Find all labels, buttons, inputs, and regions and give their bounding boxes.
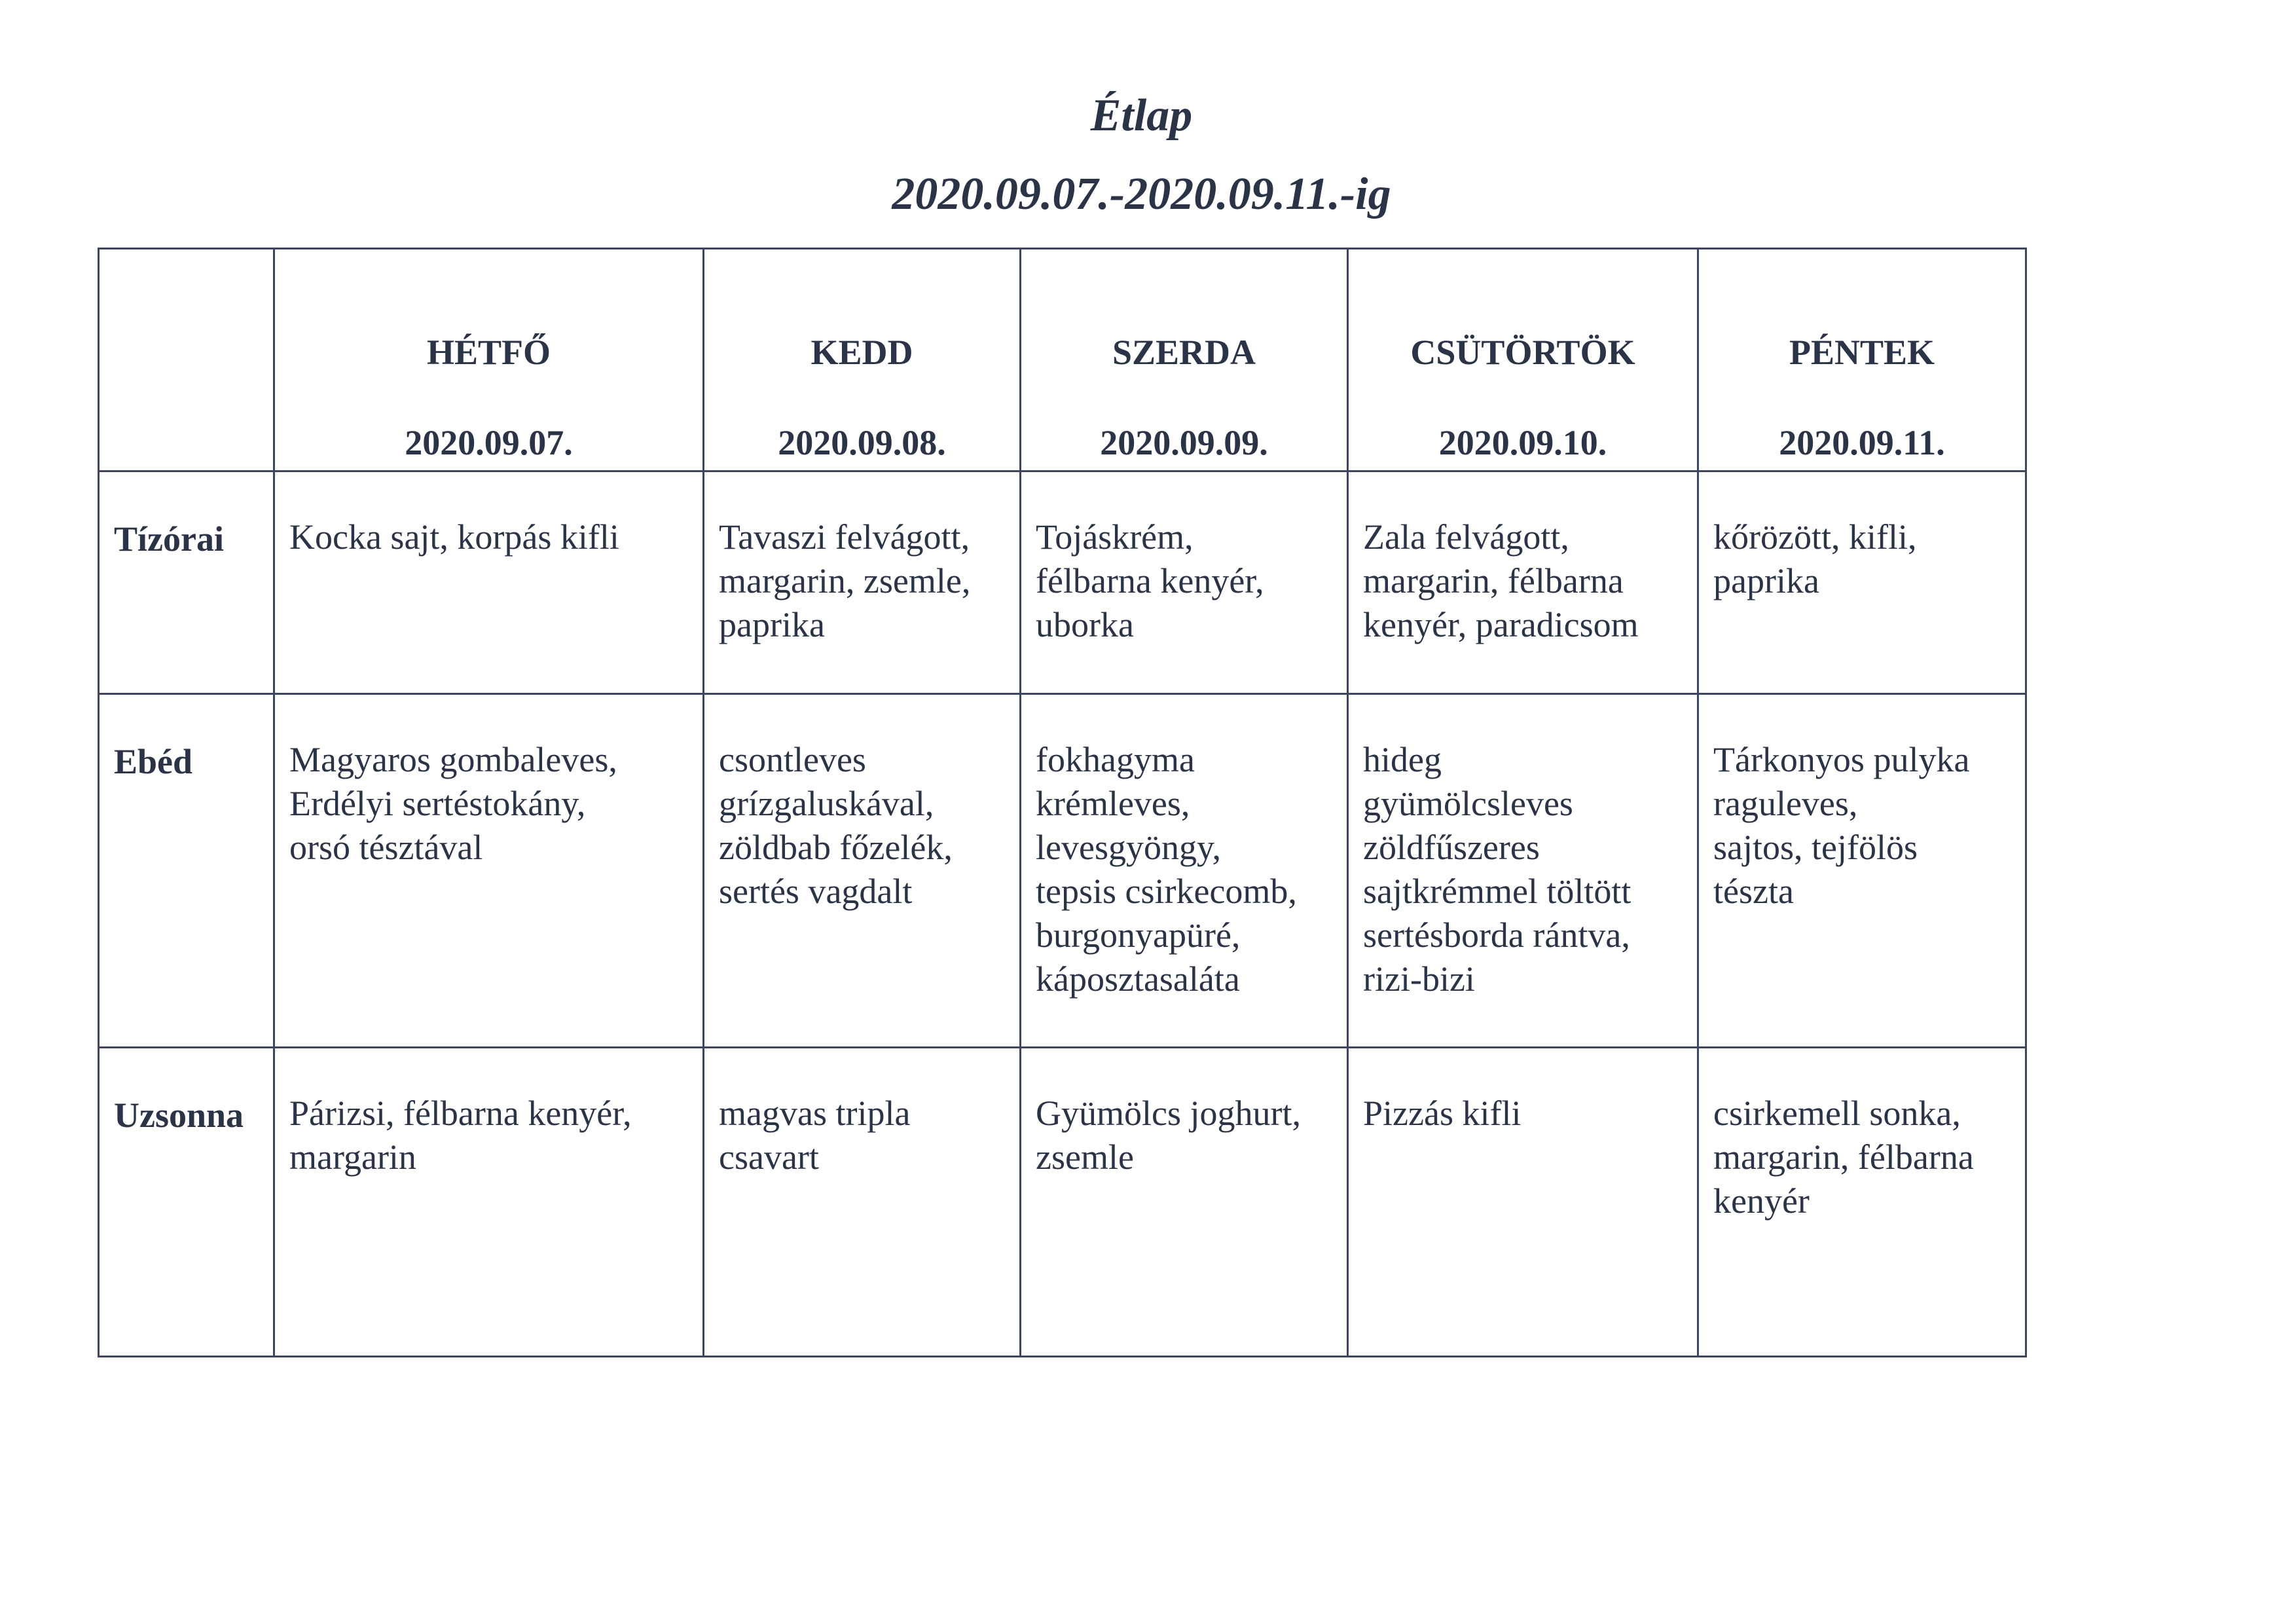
day-date: 2020.09.11. <box>1779 423 1945 462</box>
menu-cell: Pizzás kifli <box>1348 1048 1698 1357</box>
corner-cell <box>99 249 274 471</box>
menu-cell: kőrözött, kifli, paprika <box>1698 471 2026 694</box>
menu-cell: fokhagyma krémleves, levesgyöngy, tepsis csirkecomb, burgonyapüré, káposztasaláta <box>1021 694 1348 1048</box>
day-date: 2020.09.10. <box>1438 423 1607 462</box>
day-name: CSÜTÖRTÖK <box>1410 333 1635 372</box>
date-range-subtitle: 2020.09.07.-2020.09.11.-ig <box>892 169 1391 219</box>
table-header-row <box>99 249 2026 471</box>
table-row-ebed <box>99 694 2026 1048</box>
menu-cell: Tojáskrém, félbarna kenyér, uborka <box>1021 471 1348 694</box>
menu-cell: hideg gyümölcsleves zöldfűszeres sajtkrémmel töltött sertésborda rántva, rizi-bizi <box>1348 694 1698 1048</box>
meal-label: Uzsonna <box>99 1048 274 1357</box>
day-header-tuesday <box>704 249 1021 471</box>
table-row-tizorai <box>99 471 2026 694</box>
menu-cell: Zala felvágott, margarin, félbarna kenyér, paradicsom <box>1348 471 1698 694</box>
menu-cell: csirkemell sonka, margarin, félbarna kenyér <box>1698 1048 2026 1357</box>
menu-cell: Gyümölcs joghurt, zsemle <box>1021 1048 1348 1357</box>
menu-cell: Párizsi, félbarna kenyér, margarin <box>274 1048 704 1357</box>
day-header-monday <box>274 249 704 471</box>
menu-cell: csontleves grízgaluskával, zöldbab főzelék, sertés vagdalt <box>704 694 1021 1048</box>
day-name: PÉNTEK <box>1789 333 1935 372</box>
page-title: Étlap <box>1090 90 1193 141</box>
table-row-uzsonna <box>99 1048 2026 1357</box>
menu-table <box>98 248 2027 1357</box>
meal-label: Tízórai <box>99 471 274 694</box>
day-header-friday <box>1698 249 2026 471</box>
day-date: 2020.09.07. <box>405 423 573 462</box>
menu-cell: magvas tripla csavart <box>704 1048 1021 1357</box>
day-date: 2020.09.08. <box>778 423 946 462</box>
meal-label: Ebéd <box>99 694 274 1048</box>
menu-cell: Magyaros gombaleves, Erdélyi sertéstokány, orsó tésztával <box>274 694 704 1048</box>
day-name: KEDD <box>811 333 913 372</box>
day-name: SZERDA <box>1112 333 1256 372</box>
menu-cell: Tárkonyos pulyka raguleves, sajtos, tejfölös tészta <box>1698 694 2026 1048</box>
day-date: 2020.09.09. <box>1100 423 1268 462</box>
menu-cell: Tavaszi felvágott, margarin, zsemle, paprika <box>704 471 1021 694</box>
day-header-thursday <box>1348 249 1698 471</box>
day-header-wednesday <box>1021 249 1348 471</box>
day-name: HÉTFŐ <box>426 333 551 372</box>
menu-cell: Kocka sajt, korpás kifli <box>274 471 704 694</box>
